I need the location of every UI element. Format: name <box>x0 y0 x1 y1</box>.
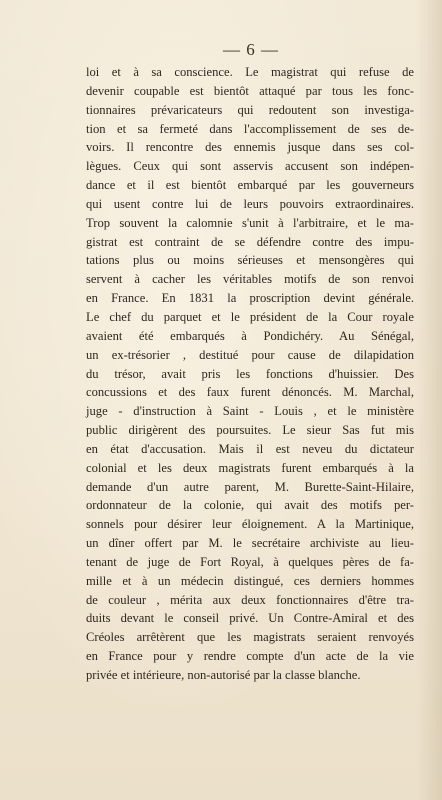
text-line: tations plus ou moins sérieuses et mensongères qui <box>86 253 414 268</box>
text-line: duits devant le conseil privé. Un Contre-Amiral et des <box>86 611 414 626</box>
text-line: en état d'accusation. Mais il est neveu du dictateur <box>86 441 414 456</box>
text-line: qui usent contre lui de leurs pouvoirs extraordinaires. <box>86 196 414 211</box>
text-line: loi et à sa conscience. Le magistrat qui refuse de <box>86 65 414 79</box>
page-number: — 6 — <box>223 40 279 59</box>
text-line: du trésor, avait pris les fonctions d'huissier. Des <box>86 366 414 381</box>
text-line: demande d'un autre parent, M. Burette-Saint-Hilaire, <box>86 479 414 494</box>
text-line: voirs. Il rencontre des ennemis jusque dans ses col- <box>86 140 414 155</box>
text-line: servent à cacher les véritables motifs de son renvoi <box>86 272 414 287</box>
text-line: avaient été embarqués à Pondichéry. Au Sénégal, <box>86 328 414 343</box>
text-line: Le chef du parquet et le président de la Cour royale <box>86 309 414 324</box>
text-line: Trop souvent la calomnie s'unit à l'arbitraire, et le ma- <box>86 215 414 230</box>
text-line: tionnaires prévaricateurs qui redoutent son investiga- <box>86 102 414 117</box>
text-line: mille et à un médecin distingué, ces derniers hommes <box>86 573 414 588</box>
page-edge-shadow <box>416 0 442 800</box>
text-line: un dîner offert par M. le secrétaire archiviste au lieu- <box>86 536 414 551</box>
text-line: dance et il est bientôt embarqué par les gouverneurs <box>86 178 414 193</box>
text-line: de couleur , mérita aux deux fonctionnaires d'être tra- <box>86 592 414 607</box>
text-line: privée et intérieure, non-autorisé par la classe blanche. <box>86 668 361 682</box>
text-line: juge - d'instruction à Saint - Louis , et le ministère <box>86 404 414 419</box>
text-line: un ex-trésorier , destitué pour cause de dilapidation <box>86 347 414 362</box>
text-line: tenant de juge de Fort Royal, à quelques pères de fa- <box>86 554 414 569</box>
text-line: colonial et les deux magistrats furent embarqués à la <box>86 460 414 475</box>
text-line: concussions et des faux furent dénoncés. M. Marchal, <box>86 385 414 400</box>
text-line: lègues. Ceux qui sont asservis accusent son indépen- <box>86 159 414 174</box>
text-line: ordonnateur de la colonie, qui avait des motifs per- <box>86 498 414 513</box>
text-line: en France pour y rendre compte d'un acte de la vie <box>86 649 414 664</box>
text-line: tion et sa fermeté dans l'accomplissement de ses de- <box>86 121 414 136</box>
text-line: public dirigèrent des poursuites. Le sieur Sas fut mis <box>86 423 414 438</box>
text-line: sonnels pour désirer leur éloignement. A la Martinique, <box>86 517 414 532</box>
text-line: Créoles arrêtèrent que les magistrats seraient renvoyés <box>86 630 414 645</box>
text-line: devenir coupable est bientôt attaqué par tous les fonc- <box>86 83 414 98</box>
text-line: gistrat est contraint de se défendre contre des impu- <box>86 234 414 249</box>
text-line: en France. En 1831 la proscription devint générale. <box>86 291 414 306</box>
body-text <box>86 63 414 685</box>
